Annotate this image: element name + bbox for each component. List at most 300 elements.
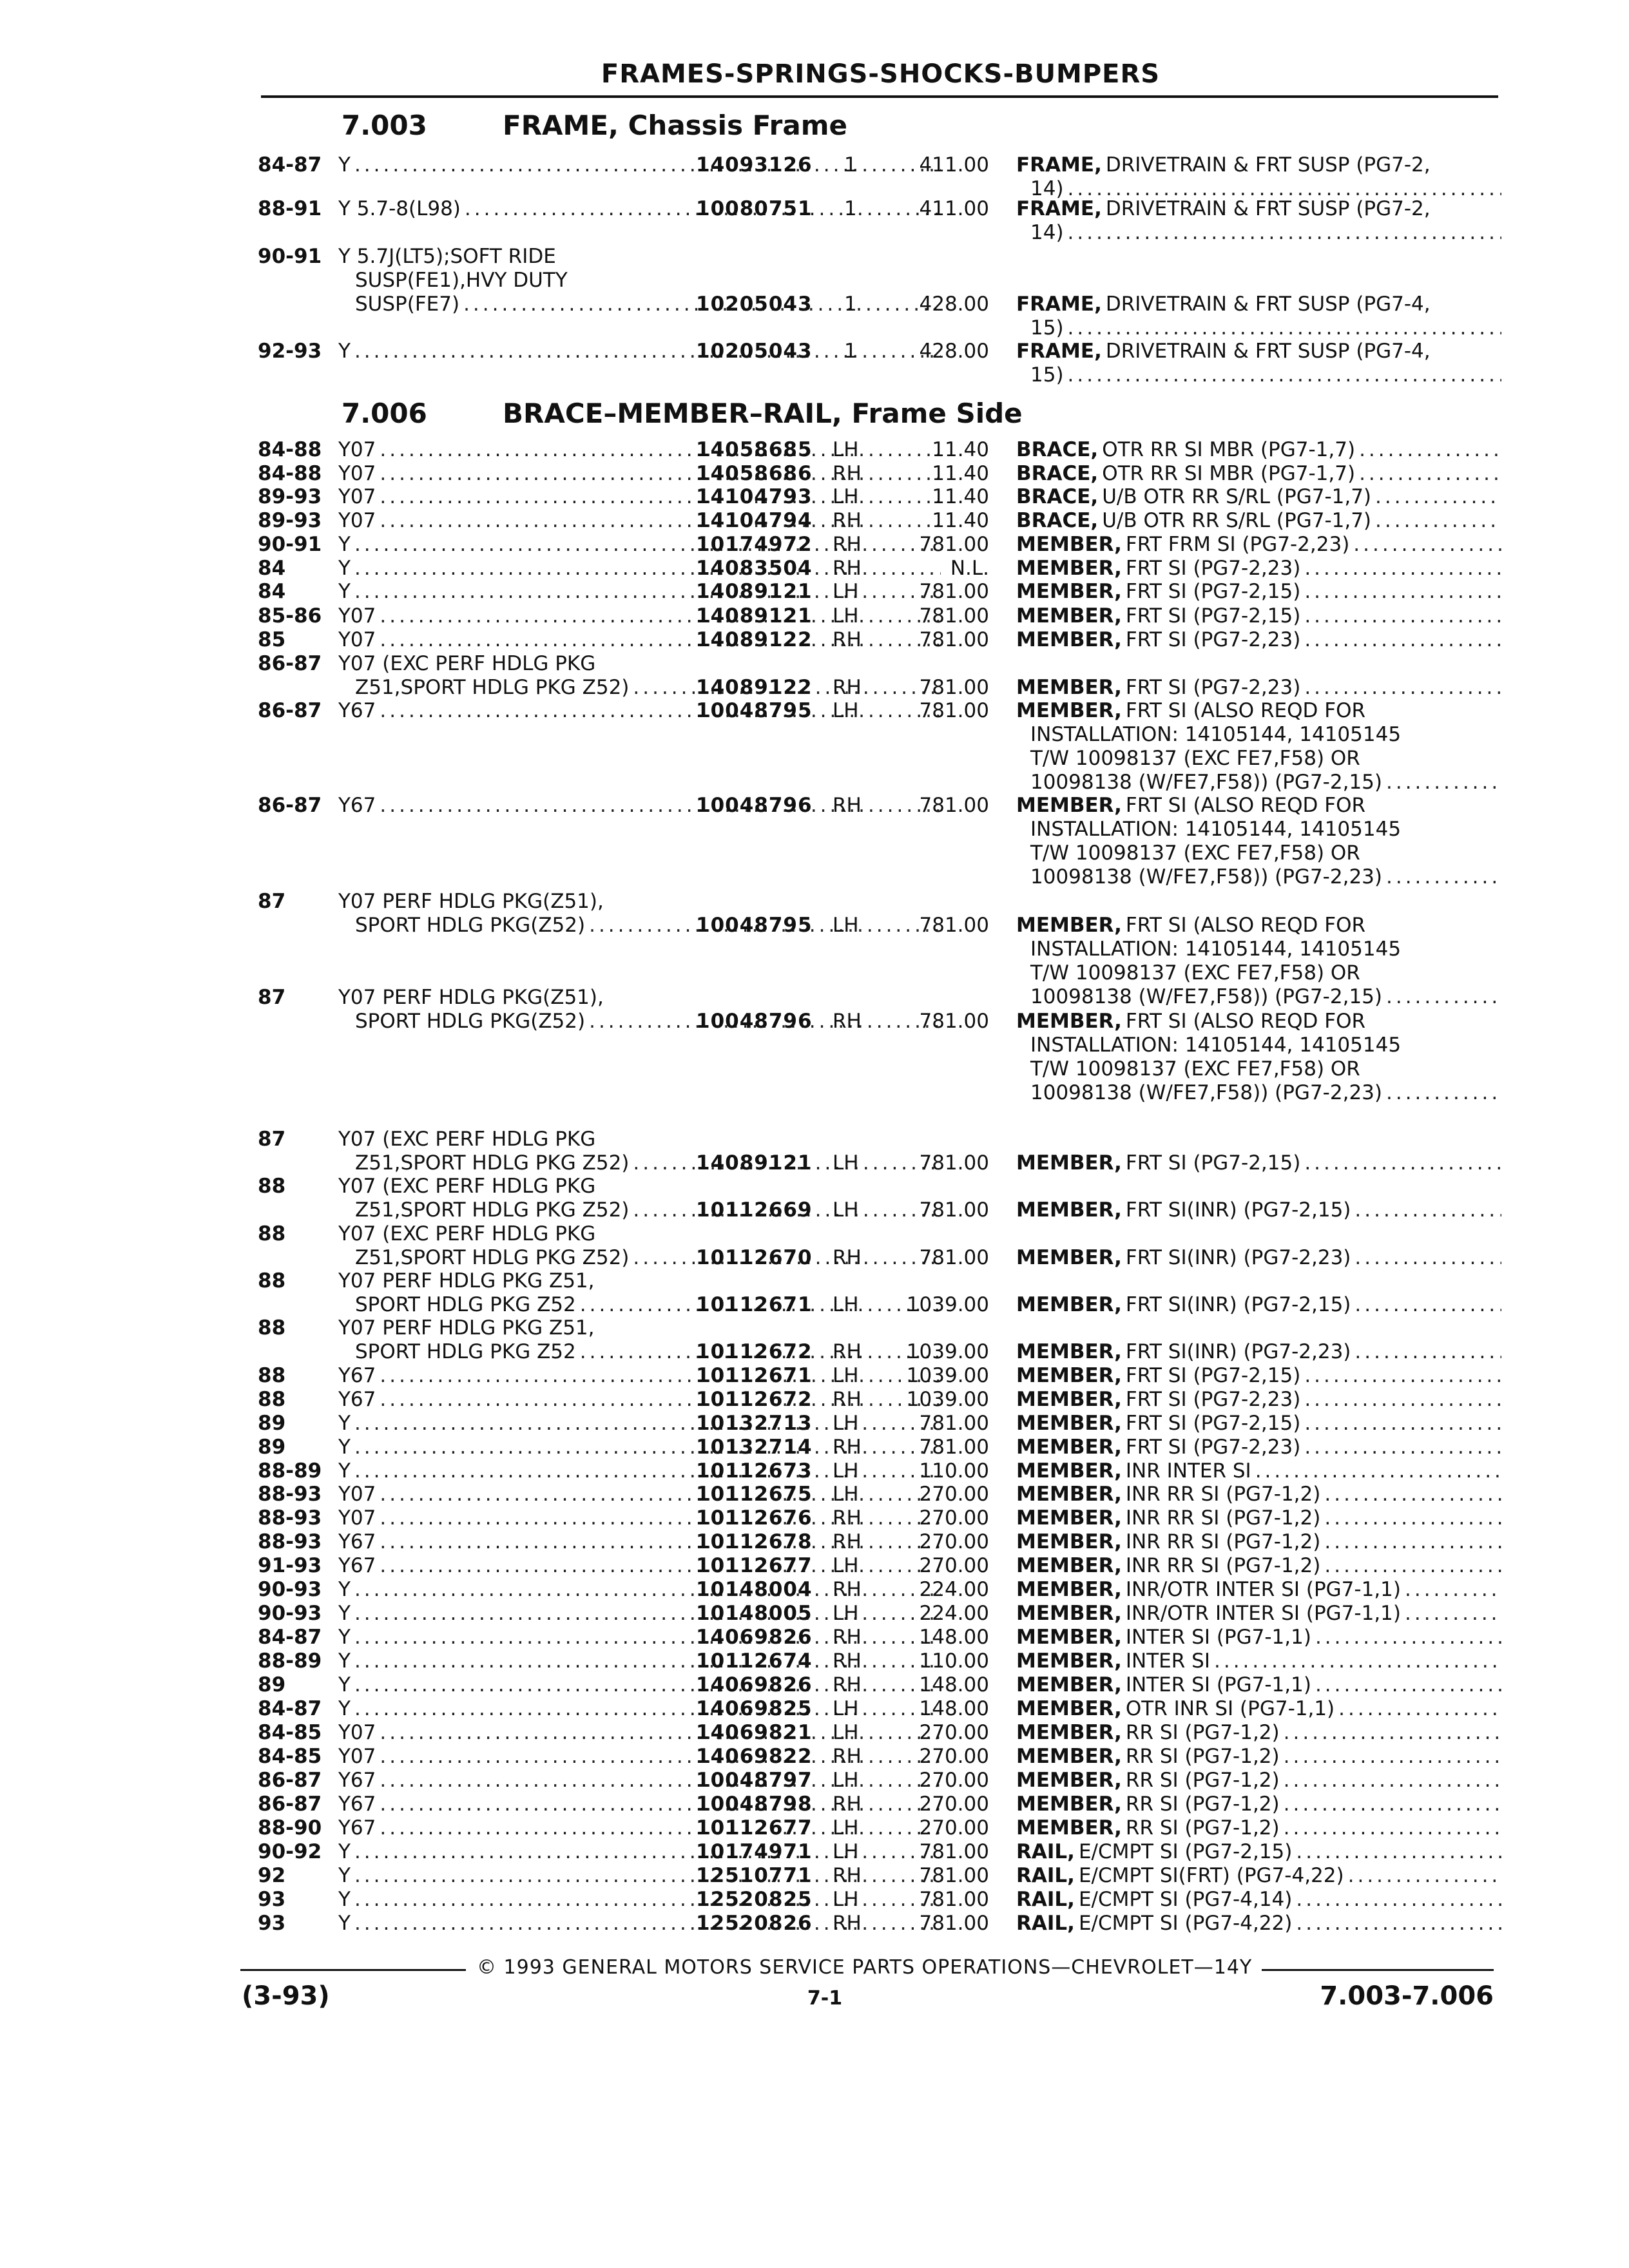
model-years: 93: [258, 1888, 286, 1911]
part-number: 10112677: [696, 1554, 813, 1577]
model-years: 84: [258, 580, 286, 603]
spec-text: Y67: [338, 1792, 376, 1816]
side-indicator: RH: [833, 1912, 862, 1935]
part-number: 10205043: [696, 340, 813, 363]
description-text: FRT SI (ALSO REQD FOR: [1125, 794, 1366, 817]
description-text: FRT SI (ALSO REQD FOR: [1125, 914, 1366, 937]
price: 781.00: [919, 580, 989, 603]
spec-text: Y07 PERF HDLG PKG(Z51),: [338, 890, 604, 913]
spec-text: Y07 (EXC PERF HDLG PKG: [338, 1128, 596, 1151]
spec-text: SPORT HDLG PKG(Z52): [355, 1010, 586, 1033]
description-lead: MEMBER,: [1016, 1506, 1122, 1530]
part-number: 10112671: [696, 1293, 813, 1316]
description-text: T/W 10098137 (EXC FE7,F58) OR: [1030, 1057, 1360, 1081]
part-description: [1016, 1721, 1501, 1745]
side-indicator: RH: [833, 1340, 862, 1363]
leader-dots: [1304, 1436, 1501, 1459]
leader-dots: [1405, 1578, 1501, 1602]
part-number: 10112671: [696, 1364, 813, 1387]
description-lead: FRAME,: [1016, 293, 1102, 316]
model-years: 84-88: [258, 462, 322, 485]
description-lead: FRAME,: [1016, 197, 1102, 220]
leader-dots: [1304, 557, 1501, 581]
description-text: RR SI (PG7-1,2): [1125, 1769, 1280, 1792]
side-indicator: LH: [833, 604, 859, 628]
description-text: FRT SI (PG7-2,23): [1125, 1388, 1301, 1411]
part-description: [1016, 1198, 1501, 1222]
spec-text: Y07: [338, 1483, 376, 1506]
part-number: 14069826: [696, 1673, 813, 1696]
section-title: FRAME, Chassis Frame: [503, 110, 847, 141]
price: 781.00: [919, 1436, 989, 1459]
leader-dots: [1304, 1364, 1501, 1388]
spec-text: Y07: [338, 485, 376, 508]
description-line: [1016, 316, 1501, 340]
leader-dots: [1354, 1246, 1501, 1270]
spec-text: Y: [338, 1626, 351, 1649]
part-number: 10174972: [696, 533, 813, 556]
description-lead: MEMBER,: [1016, 1436, 1122, 1459]
quantity: 1: [844, 293, 857, 316]
model-years: 89: [258, 1436, 286, 1459]
description-line: [1016, 771, 1501, 794]
description-line: [1016, 509, 1501, 533]
leader-dots: [1284, 1745, 1501, 1769]
leader-dots: [1068, 221, 1501, 245]
side-indicator: LH: [833, 1554, 859, 1577]
model-years: 89-93: [258, 509, 322, 532]
model-years: 89-93: [258, 485, 322, 508]
side-indicator: LH: [833, 438, 859, 461]
description-line: [1016, 937, 1501, 961]
side-indicator: LH: [833, 914, 859, 937]
part-number: 14089122: [696, 628, 813, 651]
description-line: [1016, 914, 1501, 937]
description-lead: MEMBER,: [1016, 1769, 1122, 1792]
spec-text: Y: [338, 1840, 351, 1863]
spec-text: Y 5.7-8(L98): [338, 197, 461, 220]
side-indicator: RH: [833, 1388, 862, 1411]
description-lead: BRACE,: [1016, 485, 1099, 508]
description-line: [1016, 1033, 1501, 1057]
model-years: 88-93: [258, 1483, 322, 1506]
side-indicator: RH: [833, 509, 862, 532]
leader-dots: [1375, 509, 1501, 533]
part-number: 10112674: [696, 1649, 813, 1673]
model-years: 86-87: [258, 1769, 322, 1792]
part-description: [1016, 1745, 1501, 1769]
spec-line: [338, 1128, 941, 1151]
description-line: [1016, 1912, 1501, 1936]
description-line: [1016, 221, 1501, 245]
spec-text: Y: [338, 1673, 351, 1696]
price: 148.00: [919, 1626, 989, 1649]
price: 270.00: [919, 1769, 989, 1792]
part-description: [1016, 1649, 1501, 1673]
spec-line: [338, 1316, 941, 1340]
part-number: 10048795: [696, 914, 813, 937]
description-text: INTER SI: [1125, 1649, 1210, 1673]
description-text: INSTALLATION: 14105144, 14105145: [1030, 937, 1402, 961]
part-description: [1016, 1626, 1501, 1649]
leader-dots: [1375, 485, 1501, 509]
spec-line: [338, 1269, 941, 1293]
spec-text: Y07: [338, 1721, 376, 1744]
part-number: 12520825: [696, 1888, 813, 1911]
description-text: FRT SI (PG7-2,15): [1125, 1364, 1301, 1387]
part-description: [1016, 914, 1501, 1009]
spec-text: Y07: [338, 628, 376, 651]
description-lead: MEMBER,: [1016, 1697, 1122, 1720]
side-indicator: RH: [833, 1649, 862, 1673]
description-lead: MEMBER,: [1016, 794, 1122, 817]
price: 781.00: [919, 533, 989, 556]
side-indicator: RH: [833, 1864, 862, 1887]
part-description: [1016, 1506, 1501, 1530]
description-text: 10098138 (W/FE7,F58)) (PG7-2,15): [1030, 771, 1382, 794]
spec-text: Y67: [338, 1769, 376, 1792]
description-line: [1016, 841, 1501, 865]
price: 148.00: [919, 1673, 989, 1696]
side-indicator: LH: [833, 1816, 859, 1840]
spec-text: Y07 (EXC PERF HDLG PKG: [338, 652, 596, 675]
description-line: [1016, 1198, 1501, 1222]
part-number: 10205043: [696, 293, 813, 316]
spec-text: Y67: [338, 1816, 376, 1840]
description-lead: FRAME,: [1016, 340, 1102, 363]
side-indicator: RH: [833, 794, 862, 817]
description-lead: MEMBER,: [1016, 628, 1122, 651]
part-description: [1016, 557, 1501, 581]
side-indicator: LH: [833, 1840, 859, 1863]
spec-text: Y07 (EXC PERF HDLG PKG: [338, 1175, 596, 1198]
model-years: 84-85: [258, 1721, 322, 1744]
description-line: [1016, 1673, 1501, 1697]
page-header-title: FRAMES-SPRINGS-SHOCKS-BUMPERS: [601, 59, 1161, 89]
description-lead: BRACE,: [1016, 462, 1099, 485]
description-text: FRT SI (PG7-2,15): [1125, 1151, 1301, 1175]
spec-line: [338, 1222, 941, 1246]
price: 781.00: [919, 628, 989, 651]
leader-dots: [1386, 985, 1501, 1009]
price: 270.00: [919, 1792, 989, 1816]
spec-text: Y07 PERF HDLG PKG Z51,: [338, 1269, 595, 1293]
leader-dots: [1354, 1293, 1501, 1317]
price: 270.00: [919, 1554, 989, 1577]
spec-text: Z51,SPORT HDLG PKG Z52): [355, 1246, 630, 1269]
part-description: [1016, 1840, 1501, 1864]
description-text: U/B OTR RR S/RL (PG7-1,7): [1102, 509, 1372, 532]
price: 411.00: [919, 197, 989, 220]
quantity: 1: [844, 197, 857, 220]
part-description: [1016, 1888, 1501, 1912]
description-text: INSTALLATION: 14105144, 14105145: [1030, 723, 1402, 746]
description-line: [1016, 1483, 1501, 1506]
spec-text: Y67: [338, 1364, 376, 1387]
part-number: 14058685: [696, 438, 813, 461]
part-number: 10148005: [696, 1602, 813, 1625]
model-years: 86-87: [258, 652, 322, 675]
description-text: 14): [1030, 221, 1064, 244]
model-years: 84: [258, 557, 286, 580]
part-number: 10080751: [696, 197, 813, 220]
side-indicator: LH: [833, 1293, 859, 1316]
price: 110.00: [919, 1649, 989, 1673]
price: 11.40: [932, 509, 989, 532]
description-text: FRT FRM SI (PG7-2,23): [1125, 533, 1350, 556]
price: 11.40: [932, 438, 989, 461]
description-lead: MEMBER,: [1016, 1578, 1122, 1601]
part-number: 14089121: [696, 604, 813, 628]
price: 224.00: [919, 1578, 989, 1601]
leader-dots: [1068, 363, 1501, 387]
part-description: [1016, 1769, 1501, 1792]
model-years: 85: [258, 628, 286, 651]
description-lead: MEMBER,: [1016, 1554, 1122, 1577]
price: 270.00: [919, 1530, 989, 1553]
part-number: 14069822: [696, 1745, 813, 1768]
description-line: [1016, 1864, 1501, 1888]
spec-text: Y07: [338, 438, 376, 461]
description-lead: MEMBER,: [1016, 1816, 1122, 1840]
description-text: RR SI (PG7-1,2): [1125, 1816, 1280, 1840]
price: 781.00: [919, 1010, 989, 1033]
description-text: 15): [1030, 363, 1064, 387]
leader-dots: [1284, 1769, 1501, 1792]
description-lead: MEMBER,: [1016, 1293, 1122, 1316]
description-line: [1016, 1745, 1501, 1769]
leader-dots: [1354, 1198, 1501, 1222]
side-indicator: LH: [833, 1602, 859, 1625]
description-text: INSTALLATION: 14105144, 14105145: [1030, 1033, 1402, 1057]
price: 1039.00: [906, 1388, 989, 1411]
spec-text: Y: [338, 1697, 351, 1720]
footer-revision-code: (3-93): [242, 1981, 330, 2011]
description-line: [1016, 961, 1501, 985]
model-years: 84-87: [258, 1626, 322, 1649]
description-line: [1016, 1649, 1501, 1673]
description-line: [1016, 1530, 1501, 1554]
model-years: 89: [258, 1412, 286, 1435]
description-lead: MEMBER,: [1016, 1340, 1122, 1363]
description-line: [1016, 747, 1501, 771]
price: 1039.00: [906, 1293, 989, 1316]
part-description: [1016, 580, 1501, 604]
model-years: 88: [258, 1316, 286, 1340]
description-lead: MEMBER,: [1016, 580, 1122, 603]
section-heading-brace-member-rail: [342, 398, 1023, 429]
description-text: FRT SI (ALSO REQD FOR: [1125, 699, 1366, 722]
side-indicator: RH: [833, 1626, 862, 1649]
part-number: 14069826: [696, 1626, 813, 1649]
part-description: [1016, 1816, 1501, 1840]
description-text: FRT SI(INR) (PG7-2,23): [1125, 1246, 1351, 1269]
model-years: 87: [258, 986, 286, 1009]
description-line: [1016, 604, 1501, 628]
description-line: [1016, 1340, 1501, 1364]
price: 270.00: [919, 1721, 989, 1744]
spec-line: [338, 269, 941, 293]
description-line: [1016, 1816, 1501, 1840]
part-description: [1016, 1483, 1501, 1506]
side-indicator: RH: [833, 462, 862, 485]
side-indicator: LH: [833, 1721, 859, 1744]
description-line: [1016, 1412, 1501, 1436]
part-description: [1016, 485, 1501, 509]
footer-section-range: 7.003-7.006: [1320, 1981, 1494, 2011]
price: 270.00: [919, 1483, 989, 1506]
side-indicator: LH: [833, 1697, 859, 1720]
description-text: FRT SI (PG7-2,23): [1125, 676, 1301, 699]
part-number: 10112675: [696, 1483, 813, 1506]
part-number: 10132713: [696, 1412, 813, 1435]
description-text: FRT SI (ALSO REQD FOR: [1125, 1010, 1366, 1033]
spec-text: Z51,SPORT HDLG PKG Z52): [355, 676, 630, 699]
description-line: [1016, 1293, 1501, 1317]
part-description: [1016, 604, 1501, 628]
price: 1039.00: [906, 1340, 989, 1363]
price: 781.00: [919, 794, 989, 817]
description-line: [1016, 1626, 1501, 1649]
part-description: [1016, 1864, 1501, 1888]
description-line: [1016, 462, 1501, 486]
spec-line: [338, 890, 941, 914]
description-text: FRT SI (PG7-2,15): [1125, 580, 1301, 603]
part-description: [1016, 1293, 1501, 1317]
description-line: [1016, 557, 1501, 581]
part-description: [1016, 1436, 1501, 1459]
part-number: 14089121: [696, 1151, 813, 1175]
description-lead: MEMBER,: [1016, 1412, 1122, 1435]
description-text: U/B OTR RR S/RL (PG7-1,7): [1102, 485, 1372, 508]
leader-dots: [1284, 1721, 1501, 1745]
description-line: [1016, 985, 1501, 1009]
spec-text: Z51,SPORT HDLG PKG Z52): [355, 1151, 630, 1175]
model-years: 84-87: [258, 1697, 322, 1720]
price: 781.00: [919, 1912, 989, 1935]
leader-dots: [1359, 438, 1501, 462]
description-lead: MEMBER,: [1016, 1459, 1122, 1483]
spec-text: Y: [338, 1459, 351, 1483]
description-line: [1016, 723, 1501, 747]
spec-text: Y07 PERF HDLG PKG Z51,: [338, 1316, 595, 1340]
price: 781.00: [919, 1840, 989, 1863]
side-indicator: LH: [833, 1483, 859, 1506]
model-years: 90-91: [258, 245, 322, 268]
model-years: 88: [258, 1269, 286, 1293]
model-years: 84-88: [258, 438, 322, 461]
model-years: 86-87: [258, 1792, 322, 1816]
leader-dots: [1296, 1888, 1501, 1912]
part-number: 10048796: [696, 794, 813, 817]
description-lead: MEMBER,: [1016, 1198, 1122, 1222]
side-indicator: RH: [833, 1010, 862, 1033]
description-text: T/W 10098137 (EXC FE7,F58) OR: [1030, 841, 1360, 865]
part-number: 10048797: [696, 1769, 813, 1792]
model-years: 88-93: [258, 1506, 322, 1530]
price: 11.40: [932, 462, 989, 485]
part-description: [1016, 1364, 1501, 1388]
part-description: [1016, 1792, 1501, 1816]
side-indicator: LH: [833, 1888, 859, 1911]
description-text: 14): [1030, 177, 1064, 200]
price: 428.00: [919, 340, 989, 363]
leader-dots: [1359, 462, 1501, 486]
part-number: 10112672: [696, 1388, 813, 1411]
leader-dots: [1284, 1792, 1501, 1816]
price: 781.00: [919, 1198, 989, 1222]
description-line: [1016, 1436, 1501, 1459]
part-number: 14104794: [696, 509, 813, 532]
model-years: 92: [258, 1864, 286, 1887]
part-number: 10048796: [696, 1010, 813, 1033]
model-years: 91-93: [258, 1554, 322, 1577]
description-line: [1016, 293, 1501, 316]
part-number: 10048795: [696, 699, 813, 722]
price: 148.00: [919, 1697, 989, 1720]
description-lead: MEMBER,: [1016, 1626, 1122, 1649]
description-line: [1016, 1721, 1501, 1745]
leader-dots: [1324, 1483, 1501, 1506]
description-text: RR SI (PG7-1,2): [1125, 1792, 1280, 1816]
part-number: 10174971: [696, 1840, 813, 1863]
part-description: [1016, 509, 1501, 533]
leader-dots: [1315, 1626, 1501, 1649]
description-line: [1016, 1010, 1501, 1033]
price: 781.00: [919, 699, 989, 722]
spec-text: Y: [338, 533, 351, 556]
spec-line: [338, 652, 941, 676]
description-lead: FRAME,: [1016, 153, 1102, 177]
model-years: 90-92: [258, 1840, 322, 1863]
leader-dots: [1324, 1530, 1501, 1554]
spec-text: SPORT HDLG PKG(Z52): [355, 914, 586, 937]
spec-text: Y: [338, 153, 351, 177]
description-lead: MEMBER,: [1016, 1792, 1122, 1816]
description-lead: MEMBER,: [1016, 533, 1122, 556]
leader-dots: [1386, 1081, 1501, 1105]
part-number: 14069825: [696, 1697, 813, 1720]
description-lead: RAIL,: [1016, 1912, 1075, 1935]
part-number: 10112673: [696, 1459, 813, 1483]
description-text: E/CMPT SI (PG7-4,14): [1078, 1888, 1293, 1911]
spec-text: Y: [338, 557, 351, 580]
part-description: [1016, 628, 1501, 652]
model-years: 93: [258, 1912, 286, 1935]
description-text: FRT SI(INR) (PG7-2,23): [1125, 1340, 1351, 1363]
price: 781.00: [919, 914, 989, 937]
spec-text: Y07 PERF HDLG PKG(Z51),: [338, 986, 604, 1009]
price: 411.00: [919, 153, 989, 177]
description-lead: MEMBER,: [1016, 914, 1122, 937]
description-lead: BRACE,: [1016, 438, 1099, 461]
description-text: E/CMPT SI(FRT) (PG7-4,22): [1078, 1864, 1344, 1887]
description-line: [1016, 197, 1501, 221]
description-line: [1016, 1388, 1501, 1412]
description-line: [1016, 1769, 1501, 1792]
description-text: FRT SI (PG7-2,23): [1125, 1436, 1301, 1459]
description-line: [1016, 1506, 1501, 1530]
model-years: 87: [258, 890, 286, 913]
leader-dots: [1304, 604, 1501, 628]
part-description: [1016, 1412, 1501, 1436]
part-number: 14089122: [696, 676, 813, 699]
price: 1039.00: [906, 1364, 989, 1387]
spec-text: SPORT HDLG PKG Z52: [355, 1340, 576, 1363]
quantity: 1: [844, 153, 857, 177]
description-line: [1016, 533, 1501, 557]
part-number: 10148004: [696, 1578, 813, 1601]
